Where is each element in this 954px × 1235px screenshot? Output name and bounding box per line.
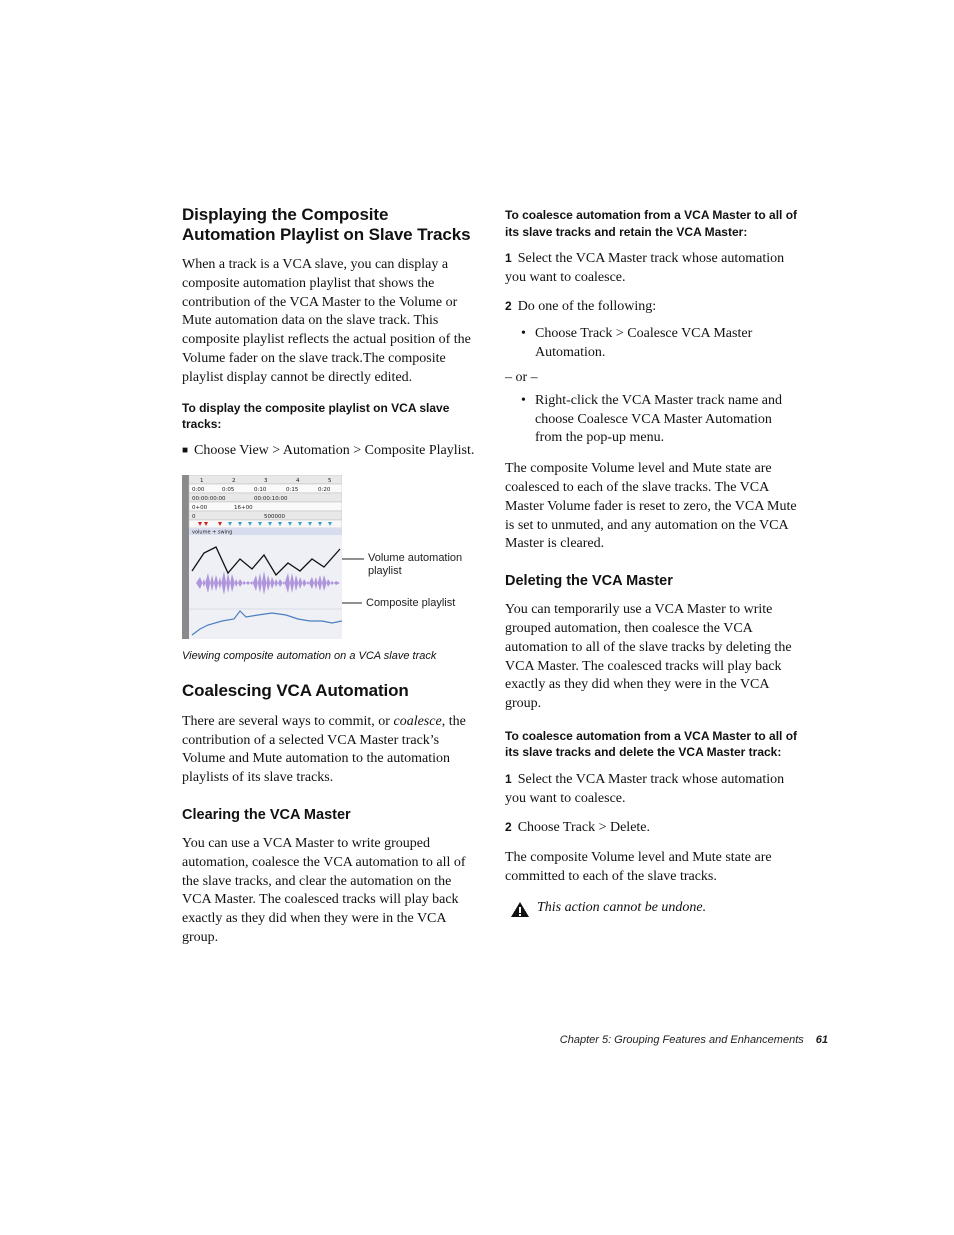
left-column — [182, 205, 478, 960]
ruler-bar-3: 3 — [264, 478, 268, 485]
para-deleting: You can temporarily use a VCA Master to write grouped automation, then coalesce the VCA automation to all of the slave tracks by deleting the VCA Master. The coalesced tracks will play back exactly as they did when they were in the VCA group. — [505, 602, 792, 712]
step-number: 2 — [505, 298, 512, 313]
procedure-title-retain: To coalesce automation from a VCA Master to all of its slave tracks and retain the VCA Master: — [505, 208, 798, 239]
page-footer — [560, 1034, 828, 1046]
ruler-tc-2: 00:00:10:00 — [254, 496, 288, 503]
bullet-square-icon: ■ — [182, 444, 189, 456]
step-text: Select the VCA Master track whose automation you want to coalesce. — [505, 771, 785, 806]
or-separator: – or – — [505, 369, 538, 385]
para-clearing: You can use a VCA Master to write grouped automation, coalesce the VCA automation to all of the slave tracks, and clear the automation on the VCA Master. The coalesced tracks will play back exactly as they did when they were in the VCA group. — [182, 836, 466, 946]
page-number: 61 — [815, 1034, 828, 1046]
list-item — [505, 325, 801, 363]
bullet-dot-icon: • — [521, 326, 526, 342]
ruler-ft-1: 0+00 — [192, 505, 208, 512]
procedure-title-display: To display the composite playlist on VCA slave tracks: — [182, 400, 450, 432]
ruler-ft-2: 16+00 — [234, 505, 253, 512]
bullet-dot-icon: • — [521, 392, 526, 408]
bullet-text: Choose View > Automation > Composite Playlist. — [194, 442, 475, 458]
subheading-deleting: Deleting the VCA Master — [505, 573, 673, 590]
footer-chapter: Chapter 5: Grouping Features and Enhancements — [559, 1034, 804, 1046]
figure-caption: Viewing composite automation on a VCA slave track — [182, 650, 437, 663]
list-item — [505, 392, 801, 448]
ruler-min-3: 0:10 — [254, 487, 267, 494]
step-do-one — [505, 297, 801, 317]
step-text: Do one of the following: — [517, 298, 657, 314]
list-item-text: Right-click the VCA Master track name and choose Coalesce VCA Master Automation from the pop-up menu. — [535, 392, 783, 446]
para-coalescing-em: coalesce — [393, 713, 442, 729]
step-select-master — [505, 249, 801, 288]
ruler-samples-1: 0 — [192, 514, 196, 521]
para-coalescing — [182, 713, 478, 788]
para-coalesced-result: The composite Volume level and Mute state are coalesced to each of the slave tracks. The VCA Master Volume fader is reset to zero, the VCA Mute is set to unmuted, and any automation on the VCA Master is cleared. — [505, 461, 797, 552]
ruler-bar-2: 2 — [232, 478, 236, 485]
edit-window-screenshot — [182, 475, 342, 639]
para-coalescing-post: , the contribution of a selected VCA Master track’s Volume and Mute automation to the automation playlists of its slave tracks. — [182, 713, 466, 786]
bullet-choose-view — [182, 442, 478, 462]
para-coalescing-pre: There are several ways to commit, or — [182, 713, 394, 729]
step-select-master-2 — [505, 770, 801, 809]
ruler-min-2: 0:05 — [222, 487, 235, 494]
list-item-text: Choose Track > Coalesce VCA Master Automation. — [535, 326, 753, 361]
step-choose-delete — [505, 818, 801, 838]
ruler-bar-5: 5 — [328, 478, 332, 485]
step-number: 2 — [505, 819, 512, 834]
section-heading-coalescing: Coalescing VCA Automation — [182, 681, 409, 701]
step-number: 1 — [505, 251, 512, 265]
para-committed: The composite Volume level and Mute state are committed to each of the slave tracks. — [505, 850, 772, 885]
label-composite-playlist: Composite playlist — [366, 597, 456, 610]
options-list — [505, 392, 801, 448]
right-column — [505, 205, 801, 918]
ruler-min-4: 0:15 — [286, 487, 299, 494]
para-composite-intro: When a track is a VCA slave, you can display a composite automation playlist that shows the contribution of the VCA Master to the Volume or Mute automation data on the slave track. This composite playlist reflects the actual position of the Volume fader on the slave track.The composite playlist display cannot be directly edited. — [182, 257, 471, 385]
step-text: Choose Track > Delete. — [517, 819, 651, 835]
ruler-min-1: 0:00 — [192, 487, 205, 494]
section-heading-composite: Displaying the Composite Automation Playlist on Slave Tracks — [182, 205, 471, 244]
options-list — [505, 325, 801, 363]
track-view-menu[interactable]: volume + swing — [192, 529, 233, 536]
ruler-tc-1: 00:00:00:00 — [192, 496, 226, 503]
procedure-title-delete: To coalesce automation from a VCA Master to all of its slave tracks and delete the VCA Master track: — [505, 728, 798, 760]
ruler-bar-1: 1 — [200, 478, 204, 485]
ruler-min-5: 0:20 — [318, 487, 331, 494]
ruler-bar-4: 4 — [296, 478, 300, 485]
ruler-samples-2: 500000 — [264, 514, 285, 521]
step-text: Select the VCA Master track whose automation you want to coalesce. — [505, 251, 785, 285]
step-number: 1 — [505, 771, 512, 786]
figure-composite-automation — [182, 475, 478, 641]
warning-note — [505, 899, 801, 918]
label-volume-automation: Volume automation playlist — [368, 552, 463, 577]
warning-icon — [510, 901, 530, 918]
warning-text: This action cannot be undone. — [537, 899, 707, 915]
subheading-clearing: Clearing the VCA Master — [182, 807, 351, 824]
